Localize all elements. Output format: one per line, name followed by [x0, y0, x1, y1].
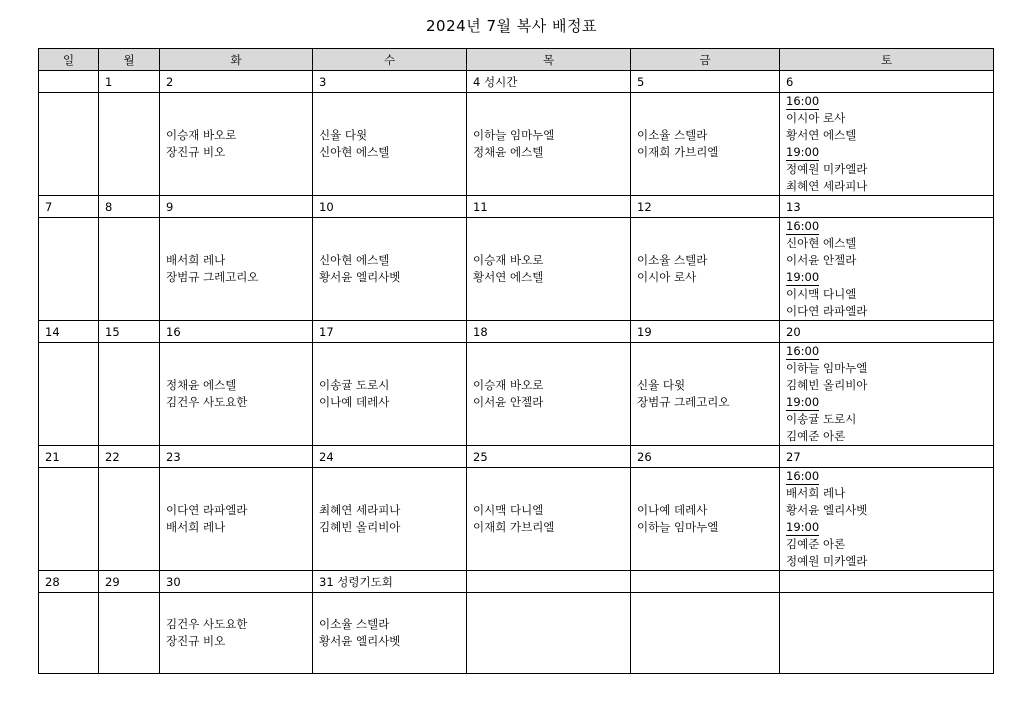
server-name: 이송귤 도로시 [786, 412, 857, 426]
server-name: 황서연 에스텔 [786, 128, 857, 142]
assignment-cell-mon [99, 218, 160, 321]
assignment-row [39, 218, 994, 321]
server-name: 이하늘 임마누엘 [786, 361, 868, 375]
assignment-cell-wed [313, 218, 467, 321]
assignment-cell-tue [160, 343, 313, 446]
server-name: 이승재 바오로 [473, 378, 544, 392]
mass-time: 16:00 [786, 344, 820, 358]
assignment-cell-sun [39, 343, 99, 446]
date-cell-fri: 12 [631, 196, 780, 218]
server-name: 신율 다윗 [319, 128, 368, 142]
weekday-mon: 월 [99, 49, 160, 71]
date-cell-sat: 27 [780, 446, 994, 468]
server-name: 이다연 라파엘라 [786, 304, 868, 318]
date-cell-thu: 4 성시간 [467, 71, 631, 93]
assignment-cell-thu [467, 468, 631, 571]
server-name: 김예준 아론 [786, 429, 846, 443]
server-name: 김건우 사도요한 [166, 395, 248, 409]
server-name: 이서윤 안젤라 [473, 395, 544, 409]
date-cell-sun [39, 71, 99, 93]
server-name: 신율 다윗 [637, 378, 686, 392]
assignment-cell-tue [160, 218, 313, 321]
assignment-cell-fri [631, 343, 780, 446]
assignment-cell-sat [780, 593, 994, 674]
date-row [39, 321, 994, 343]
weekday-header-row [39, 49, 994, 71]
date-cell-tue: 16 [160, 321, 313, 343]
date-cell-thu [467, 571, 631, 593]
assignment-cell-wed [313, 468, 467, 571]
assignment-cell-mon [99, 343, 160, 446]
assignment-cell-thu [467, 343, 631, 446]
server-name: 장범규 그레고리오 [637, 395, 730, 409]
assignment-row [39, 343, 994, 446]
server-name: 이시맥 다니엘 [786, 287, 857, 301]
date-row [39, 446, 994, 468]
page-title: 2024년 7월 복사 배정표 [426, 17, 597, 35]
date-cell-thu: 18 [467, 321, 631, 343]
date-cell-tue: 9 [160, 196, 313, 218]
assignment-cell-tue [160, 468, 313, 571]
assignment-cell-mon [99, 593, 160, 674]
server-name: 이시맥 다니엘 [473, 503, 544, 517]
date-cell-sat [780, 571, 994, 593]
server-name: 이소율 스텔라 [637, 128, 708, 142]
server-name: 이나예 데레사 [319, 395, 390, 409]
assignment-cell-thu [467, 93, 631, 196]
server-name: 황서연 에스텔 [473, 270, 544, 284]
date-cell-wed: 17 [313, 321, 467, 343]
assignment-cell-sat [780, 93, 994, 196]
assignment-cell-mon [99, 93, 160, 196]
server-name: 이재희 가브리엘 [473, 520, 555, 534]
server-name: 이소율 스텔라 [637, 253, 708, 267]
date-cell-tue: 2 [160, 71, 313, 93]
server-name: 배서희 레나 [786, 486, 846, 500]
assignment-cell-tue [160, 593, 313, 674]
date-cell-sat: 13 [780, 196, 994, 218]
server-name: 정채윤 에스텔 [473, 145, 544, 159]
server-name: 이시아 로사 [786, 111, 846, 125]
mass-time: 19:00 [786, 270, 820, 284]
date-row [39, 71, 994, 93]
server-name: 최혜연 세라피나 [319, 503, 401, 517]
server-name: 황서윤 엘리사벳 [319, 634, 401, 648]
date-cell-sun: 28 [39, 571, 99, 593]
server-name: 이서윤 안젤라 [786, 253, 857, 267]
date-cell-sun: 7 [39, 196, 99, 218]
assignment-cell-fri [631, 93, 780, 196]
date-cell-fri: 5 [631, 71, 780, 93]
server-name: 배서희 레나 [166, 253, 226, 267]
weekday-fri: 금 [631, 49, 780, 71]
server-name: 이송귤 도로시 [319, 378, 390, 392]
server-name: 김건우 사도요한 [166, 617, 248, 631]
server-name: 장진규 비오 [166, 634, 226, 648]
assignment-cell-sat [780, 218, 994, 321]
assignment-cell-wed [313, 343, 467, 446]
date-cell-sat: 20 [780, 321, 994, 343]
weekday-thu: 목 [467, 49, 631, 71]
assignment-cell-sat [780, 468, 994, 571]
date-cell-fri: 19 [631, 321, 780, 343]
assignment-row [39, 593, 994, 674]
mass-time: 16:00 [786, 469, 820, 483]
date-cell-mon: 22 [99, 446, 160, 468]
date-cell-wed: 10 [313, 196, 467, 218]
server-name: 이하늘 임마누엘 [473, 128, 555, 142]
date-row [39, 571, 994, 593]
server-name: 김혜빈 올리비아 [319, 520, 401, 534]
mass-time: 19:00 [786, 395, 820, 409]
mass-time: 19:00 [786, 145, 820, 159]
server-name: 황서윤 엘리사벳 [319, 270, 401, 284]
server-name: 신아현 에스텔 [319, 145, 390, 159]
weekday-sun: 일 [39, 49, 99, 71]
server-name: 황서윤 엘리사벳 [786, 503, 868, 517]
date-cell-mon: 29 [99, 571, 160, 593]
mass-time: 19:00 [786, 520, 820, 534]
server-name: 이시아 로사 [637, 270, 697, 284]
weekday-tue: 화 [160, 49, 313, 71]
mass-time: 16:00 [786, 219, 820, 233]
date-cell-mon: 1 [99, 71, 160, 93]
assignment-cell-fri [631, 593, 780, 674]
date-cell-tue: 30 [160, 571, 313, 593]
server-name: 이하늘 임마누엘 [637, 520, 719, 534]
server-name: 정채윤 에스텔 [166, 378, 237, 392]
date-cell-wed: 3 [313, 71, 467, 93]
assignment-cell-thu [467, 218, 631, 321]
assignment-cell-sun [39, 468, 99, 571]
date-cell-wed: 24 [313, 446, 467, 468]
server-name: 장범규 그레고리오 [166, 270, 259, 284]
server-name: 김예준 아론 [786, 537, 846, 551]
assignment-cell-thu [467, 593, 631, 674]
date-row [39, 196, 994, 218]
assignment-cell-sun [39, 218, 99, 321]
assignment-row [39, 93, 994, 196]
assignment-cell-sun [39, 93, 99, 196]
server-name: 이승재 바오로 [473, 253, 544, 267]
assignment-cell-sun [39, 593, 99, 674]
server-name: 정예원 미카엘라 [786, 554, 868, 568]
server-name: 이승재 바오로 [166, 128, 237, 142]
mass-time: 16:00 [786, 94, 820, 108]
date-cell-mon: 15 [99, 321, 160, 343]
date-cell-tue: 23 [160, 446, 313, 468]
date-cell-thu: 25 [467, 446, 631, 468]
assignment-cell-fri [631, 468, 780, 571]
date-cell-fri: 26 [631, 446, 780, 468]
date-cell-sun: 21 [39, 446, 99, 468]
date-cell-fri [631, 571, 780, 593]
assignment-cell-fri [631, 218, 780, 321]
server-name: 이소율 스텔라 [319, 617, 390, 631]
assignment-cell-wed [313, 593, 467, 674]
assignment-cell-sat [780, 343, 994, 446]
server-name: 김혜빈 올리비아 [786, 378, 868, 392]
weekday-wed: 수 [313, 49, 467, 71]
weekday-sat: 토 [780, 49, 994, 71]
date-cell-wed: 31 성령기도회 [313, 571, 467, 593]
server-name: 최혜연 세라피나 [786, 179, 868, 193]
server-name: 이재희 가브리엘 [637, 145, 719, 159]
server-name: 장진규 비오 [166, 145, 226, 159]
schedule-table [38, 48, 994, 674]
assignment-cell-tue [160, 93, 313, 196]
date-cell-mon: 8 [99, 196, 160, 218]
server-name: 정예원 미카엘라 [786, 162, 868, 176]
server-name: 신아현 에스텔 [786, 236, 857, 250]
assignment-cell-mon [99, 468, 160, 571]
date-cell-sat: 6 [780, 71, 994, 93]
server-name: 이나예 데레사 [637, 503, 708, 517]
server-name: 신아현 에스텔 [319, 253, 390, 267]
server-name: 이다연 라파엘라 [166, 503, 248, 517]
date-cell-thu: 11 [467, 196, 631, 218]
assignment-row [39, 468, 994, 571]
server-name: 배서희 레나 [166, 520, 226, 534]
assignment-cell-wed [313, 93, 467, 196]
date-cell-sun: 14 [39, 321, 99, 343]
